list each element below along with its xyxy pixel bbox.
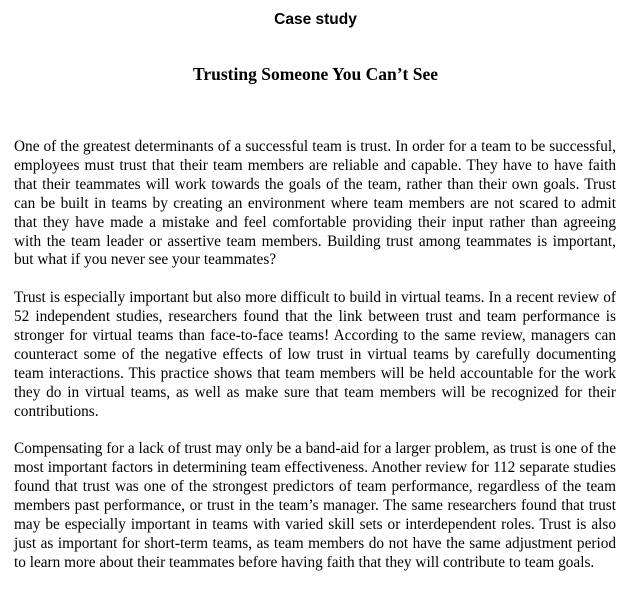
document-title: Trusting Someone You Can’t See	[192, 64, 438, 84]
paragraph-2: Trust is especially important but also more difficult to build in virtual teams. In a recent review of 52 independent studies, researchers found that the link between trust and team performance is stronger for virtual teams than face-to-face teams! According to the same review, managers can counteract some of the negative effects of low trust in virtual teams by carefully documenting team interactions. This practice shows that team members will be held accountable for the work they do in virtual teams, as well as make sure that team members will be recognized for their contributions.	[14, 289, 616, 420]
paragraph-3: Compensating for a lack of trust may only be a band-aid for a larger problem, as trust is one of the most important factors in determining team effectiveness. Another review for 112 separate studies found that trust was one of the strongest predictors of team performance, regardless of the team members past performance, or trust in the team’s manager. The same researchers found that trust may be especially important in teams with varied skill sets or interdependent roles. Trust is also just as important for short-term teams, as team members do not have the same adjustment period to learn more about their teammates before having faith that they will contribute to team goals.	[14, 440, 616, 571]
paragraph-1: One of the greatest determinants of a successful team is trust. In order for a team to be successful, employees must trust that their team members are reliable and capable. They have to have faith that their teammates will work towards the goals of the team, rather than their own goals. Trust can be built in teams by creating an environment where team members are not scared to admit that they have made a mistake and feel comfortable providing their input rather than agreeing with the team leader or assertive team members. Building trust among teammates is important, but what if you never see your teammates?	[14, 138, 616, 269]
case-study-label: Case study	[274, 11, 357, 28]
document-body	[14, 138, 616, 592]
